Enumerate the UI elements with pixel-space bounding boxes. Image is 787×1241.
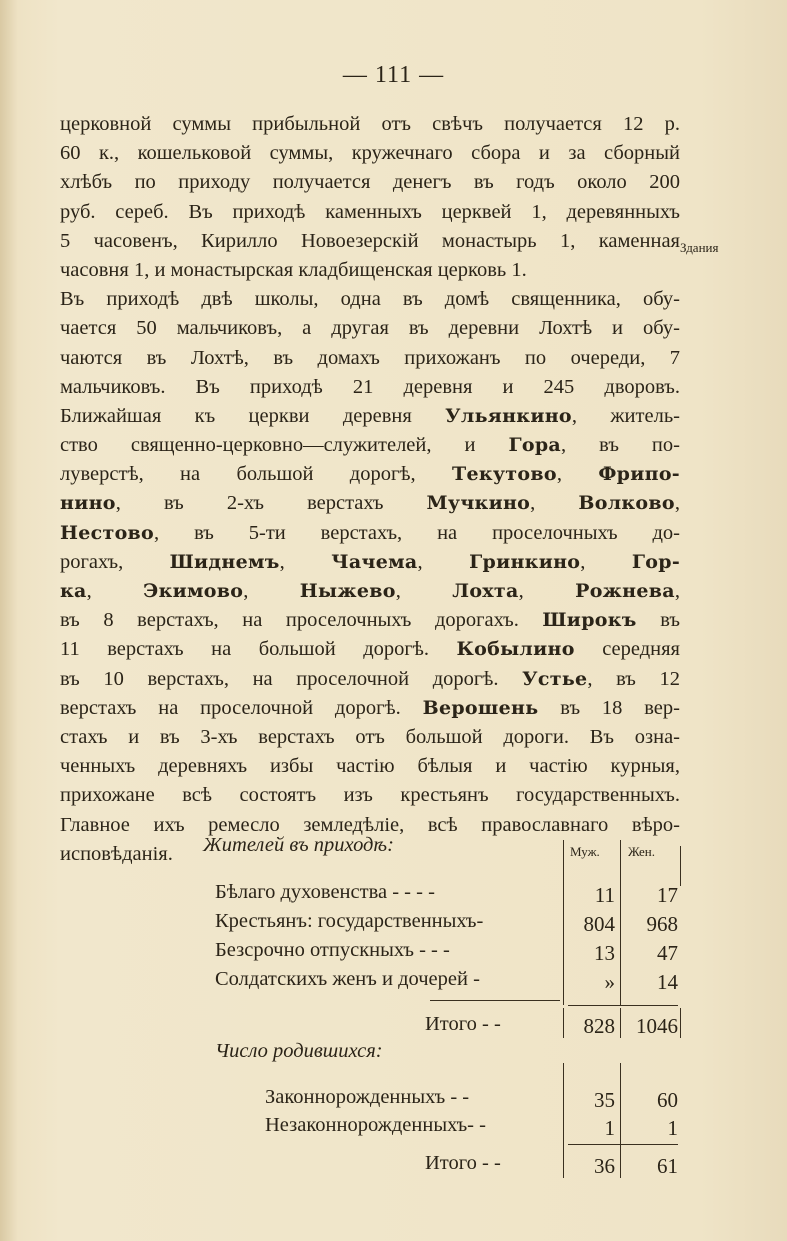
text-segment: , <box>530 492 579 515</box>
text-segment: въ <box>636 609 680 632</box>
text-segment: 11 верстахъ на большой дорогѣ. <box>60 638 457 661</box>
row-value-female: 1 <box>667 1116 678 1140</box>
village-name: нино <box>60 492 116 515</box>
row-value-female: 60 <box>657 1088 678 1112</box>
text-segment: луверстѣ, на большой дорогѣ, <box>60 463 452 486</box>
text-segment: , житель- <box>571 404 680 427</box>
text-segment: середняя <box>574 638 680 661</box>
text-segment: мальчиковъ. Въ приходѣ 21 деревня и 245 дворовъ. <box>60 375 680 398</box>
text-line <box>60 256 680 285</box>
text-segment: чаются въ Лохтѣ, въ домахъ прихожанъ по очереди, 7 <box>60 346 680 369</box>
row-value-female: 17 <box>657 883 678 907</box>
text-line <box>60 606 680 635</box>
text-line <box>60 373 680 402</box>
text-segment: , <box>518 580 576 602</box>
village-name: Мучкино <box>426 492 531 515</box>
text-segment: церковной суммы прибыльной отъ свѣчъ получается 12 р. <box>60 113 680 135</box>
row-value-female: 14 <box>657 970 678 994</box>
text-segment: , <box>86 580 144 602</box>
text-line <box>60 723 680 752</box>
row-value-male: 35 <box>594 1088 615 1112</box>
text-segment: , <box>556 463 599 486</box>
text-segment: , <box>674 492 680 515</box>
village-name: Лохта <box>452 580 519 602</box>
village-name: Волково <box>578 492 675 515</box>
text-segment: , <box>395 580 453 602</box>
text-segment: прихожане всѣ состоятъ изъ крестьянъ государственныхъ. <box>60 784 680 807</box>
text-segment: въ 10 верстахъ, на проселочной дорогѣ. <box>60 667 523 690</box>
text-segment: въ 18 вер- <box>538 696 680 719</box>
page-number: — 111 — <box>342 62 445 88</box>
margin-note: Здания <box>680 240 719 255</box>
text-segment: , <box>279 550 332 573</box>
text-segment: , въ 12 <box>587 667 680 690</box>
body-text <box>60 110 680 869</box>
total-rule <box>568 1005 678 1006</box>
village-name: Кобылино <box>456 638 575 661</box>
village-name: Фрипо- <box>598 463 680 486</box>
village-name: Гора <box>508 434 562 457</box>
table-vline <box>563 840 564 1005</box>
text-line <box>60 198 680 227</box>
total-value-male: 36 <box>594 1154 615 1178</box>
table-vline <box>563 1063 564 1178</box>
table-vline <box>563 1008 564 1038</box>
row-label: Незаконнорожденныхъ- - <box>265 1114 486 1136</box>
table-vline <box>620 840 621 1005</box>
col-male-header: Муж. <box>570 844 600 859</box>
text-line <box>60 519 680 548</box>
text-line <box>60 227 680 256</box>
total-rule <box>430 1000 560 1001</box>
section-title-births: Число родившихся: <box>215 1040 383 1062</box>
text-segment: въ 8 верстахъ, на проселочныхъ дорогахъ. <box>60 609 543 632</box>
text-segment: рогахъ, <box>60 550 170 573</box>
text-segment: исповѣданія. <box>60 842 173 865</box>
text-line <box>60 139 680 168</box>
text-segment: 60 к., кошельковой суммы, кружечнаго сбора и за сборный <box>60 142 680 165</box>
row-value-male: 13 <box>594 941 615 965</box>
text-segment: , въ по- <box>561 434 680 457</box>
total-value-female: 61 <box>657 1154 678 1178</box>
table-vline <box>680 1008 681 1038</box>
text-line <box>60 344 680 373</box>
row-value-male: 11 <box>594 883 615 907</box>
text-line <box>60 168 680 197</box>
text-line <box>60 460 680 489</box>
row-value-female: 968 <box>646 912 678 936</box>
text-segment: стахъ и въ 3-хъ верстахъ отъ большой дороги. Въ озна- <box>60 725 680 748</box>
row-value-female: 47 <box>657 941 678 965</box>
text-segment: , <box>674 580 681 602</box>
text-line <box>60 314 680 343</box>
village-name: Текутово <box>452 463 557 486</box>
col-female-header: Жен. <box>628 844 655 859</box>
village-name: Широкъ <box>542 609 637 632</box>
village-name: Нестово <box>60 521 155 544</box>
text-line <box>60 577 680 606</box>
text-segment: чается 50 мальчиковъ, а другая въ деревни Лохтѣ и обу- <box>60 317 680 340</box>
text-line <box>60 431 680 460</box>
text-segment: , <box>417 550 470 573</box>
village-name: Гор- <box>631 550 681 573</box>
table-vline <box>620 1008 621 1038</box>
total-label: Итого - - <box>425 1013 501 1035</box>
text-segment: ченныхъ деревняхъ избы частію бѣлыя и частію курныя, <box>60 755 680 778</box>
row-label: Солдатскихъ женъ и дочерей - <box>215 968 480 990</box>
row-value-male: 1 <box>604 1116 615 1140</box>
text-segment: хлѣбъ по приходу получается денегъ въ годъ около 200 <box>60 171 680 194</box>
table-vline <box>620 1063 621 1178</box>
text-segment: руб. серeб. Въ приходѣ каменныхъ церквей 1, деревянныхъ <box>60 200 680 223</box>
village-name: Устье <box>522 667 588 690</box>
total-value-female: 1046 <box>636 1014 678 1038</box>
row-value-male: » <box>604 970 615 994</box>
village-name: ка <box>60 580 87 602</box>
village-name: Шиднемъ <box>169 550 280 573</box>
text-segment: Главное ихъ ремесло земледѣліе, всѣ православнаго вѣро- <box>60 813 680 836</box>
text-segment: Въ приходѣ двѣ школы, одна въ домѣ священника, обу- <box>60 288 680 311</box>
text-line <box>60 402 680 431</box>
village-name: Ныжево <box>299 580 396 602</box>
text-segment: , въ 2-хъ верстахъ <box>115 492 427 515</box>
village-name: Чачема <box>331 550 418 573</box>
text-segment: , <box>580 550 632 573</box>
text-segment: верстахъ на проселочной дорогѣ. <box>60 696 423 719</box>
village-name: Рожнева <box>575 580 675 602</box>
text-segment: Ближайшая къ церкви деревня <box>60 404 446 427</box>
text-segment: , въ 5-ти верстахъ, на проселочныхъ до- <box>154 521 680 544</box>
text-line <box>60 635 680 664</box>
row-label: Безсрочно отпускныхъ - - - <box>215 939 450 961</box>
row-label: Законнорожденныхъ - - <box>265 1086 470 1108</box>
row-value-male: 804 <box>583 912 615 936</box>
village-name: Ульянкино <box>445 404 572 427</box>
row-label: Крестьянъ: государственныхъ- <box>215 910 484 932</box>
text-line <box>60 694 680 723</box>
row-label: Бѣлаго духовенства - - - - <box>215 881 435 903</box>
text-line <box>60 548 680 577</box>
statistics-table <box>60 828 690 1188</box>
text-line <box>60 110 680 139</box>
text-segment: 5 часовенъ, Кирилло Новоезерскій монастырь 1, каменная <box>60 229 680 252</box>
text-segment: ство священно-церковно—служителей, и <box>60 434 509 457</box>
village-name: Верошень <box>422 696 539 719</box>
text-line <box>60 285 680 314</box>
total-value-male: 828 <box>583 1014 615 1038</box>
text-line <box>60 665 680 694</box>
section-title-residents: Жителей въ приходѣ: <box>203 834 394 856</box>
village-name: Экимово <box>143 580 244 602</box>
text-line <box>60 489 680 518</box>
total-label: Итого - - <box>425 1152 501 1174</box>
text-line <box>60 781 680 810</box>
total-rule <box>568 1144 678 1145</box>
text-line <box>60 752 680 781</box>
text-segment: часовня 1, и монастырская кладбищенская церковь 1. <box>60 258 527 281</box>
table-vline <box>680 846 681 886</box>
text-segment: , <box>243 580 300 602</box>
village-name: Гринкино <box>469 550 581 573</box>
